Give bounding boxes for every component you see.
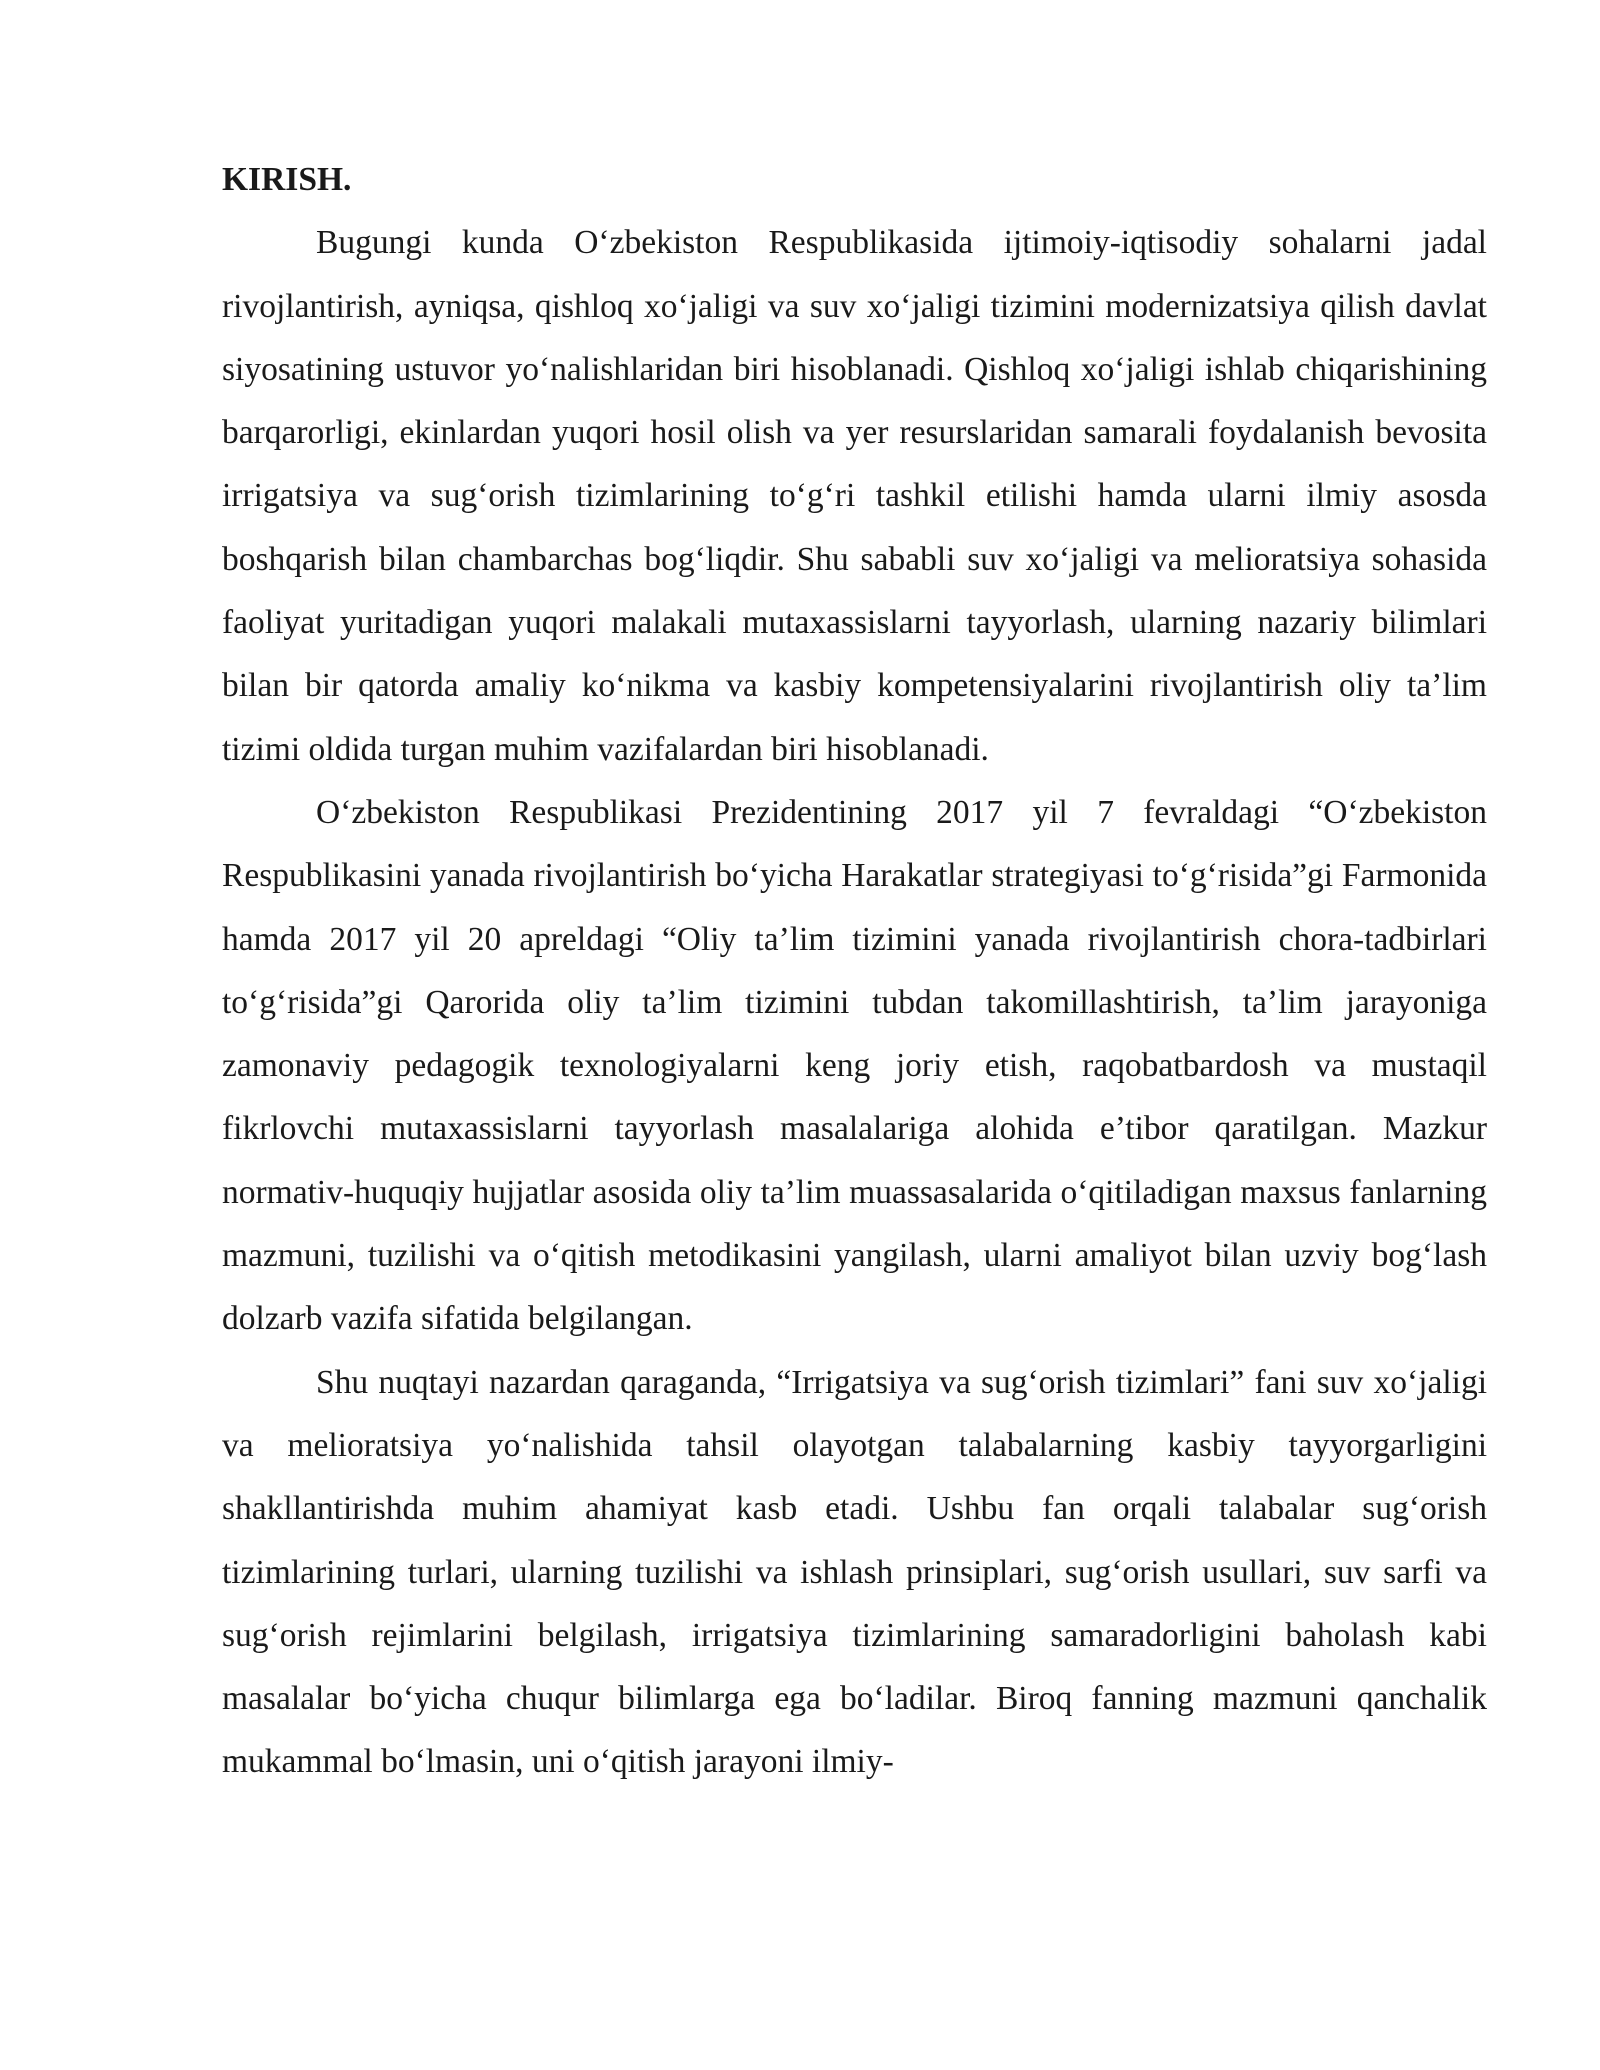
paragraph-2: O‘zbekiston Respublikasi Prezidentining 2017 yil 7 fevraldagi “O‘zbekiston Respublikasini yanada rivojlantirish bo‘yicha Harakatlar strategiyasi to‘g‘risida”gi Farmonida hamda 2017 yil 20 apreldagi “Oliy ta’lim tizimini yanada rivojlantirish chora-tadbirlari to‘g‘risida”gi Qarorida oliy ta’lim tizimini tubdan takomillashtirish, ta’lim jarayoniga zamonaviy pedagogik texnologiyalarni keng joriy etish, raqobatbardosh va mustaqil fikrlovchi mutaxassislarni tayyorlash masalalariga alohida e’tibor qaratilgan. Mazkur normativ-huquqiy hujjatlar asosida oliy ta’lim muassasalarida o‘qitiladigan maxsus fanlarning mazmuni, tuzilishi va o‘qitish metodikasini yangilash, ularni amaliyot bilan uzviy bog‘lash dolzarb vazifa sifatida belgilangan. [222, 793, 1487, 1338]
paragraph-3: Shu nuqtayi nazardan qaraganda, “Irrigatsiya va sug‘orish tizimlari” fani suv xo‘jaligi va melioratsiya yo‘nalishida tahsil olayotgan talabalarning kasbiy tayyorgarligini shakllantirishda muhim ahamiyat kasb etadi. Ushbu fan orqali talabalar sug‘orish tizimlarining turlari, ularning tuzilishi va ishlash prinsiplari, sug‘orish usullari, suv sarfi va sug‘orish rejimlarini belgilash, irrigatsiya tizimlarining samaradorligini baholash kabi masalalar bo‘yicha chuqur bilimlarga ega bo‘ladilar. Biroq fanning mazmuni qanchalik mukammal bo‘lmasin, uni o‘qitish jarayoni ilmiy- [222, 1363, 1487, 1781]
document-body [222, 148, 1487, 1794]
section-heading: KIRISH. [222, 161, 352, 198]
paragraph-1: Bugungi kunda O‘zbekiston Respublikasida ijtimoiy-iqtisodiy sohalarni jadal rivojlantirish, ayniqsa, qishloq xo‘jaligi va suv xo‘jaligi tizimini modernizatsiya qilish davlat siyosatining ustuvor yo‘nalishlaridan biri hisoblanadi. Qishloq xo‘jaligi ishlab chiqarishining barqarorligi, ekinlardan yuqori hosil olish va yer resurslaridan samarali foydalanish bevosita irrigatsiya va sug‘orish tizimlarining to‘g‘ri tashkil etilishi hamda ularni ilmiy asosda boshqarish bilan chambarchas bog‘liqdir. Shu sababli suv xo‘jaligi va melioratsiya sohasida faoliyat yuritadigan yuqori malakali mutaxassislarni tayyorlash, ularning nazariy bilimlari bilan bir qatorda amaliy ko‘nikma va kasbiy kompetensiyalarini rivojlantirish oliy ta’lim tizimi oldida turgan muhim vazifalardan biri hisoblanadi. [222, 224, 1487, 768]
